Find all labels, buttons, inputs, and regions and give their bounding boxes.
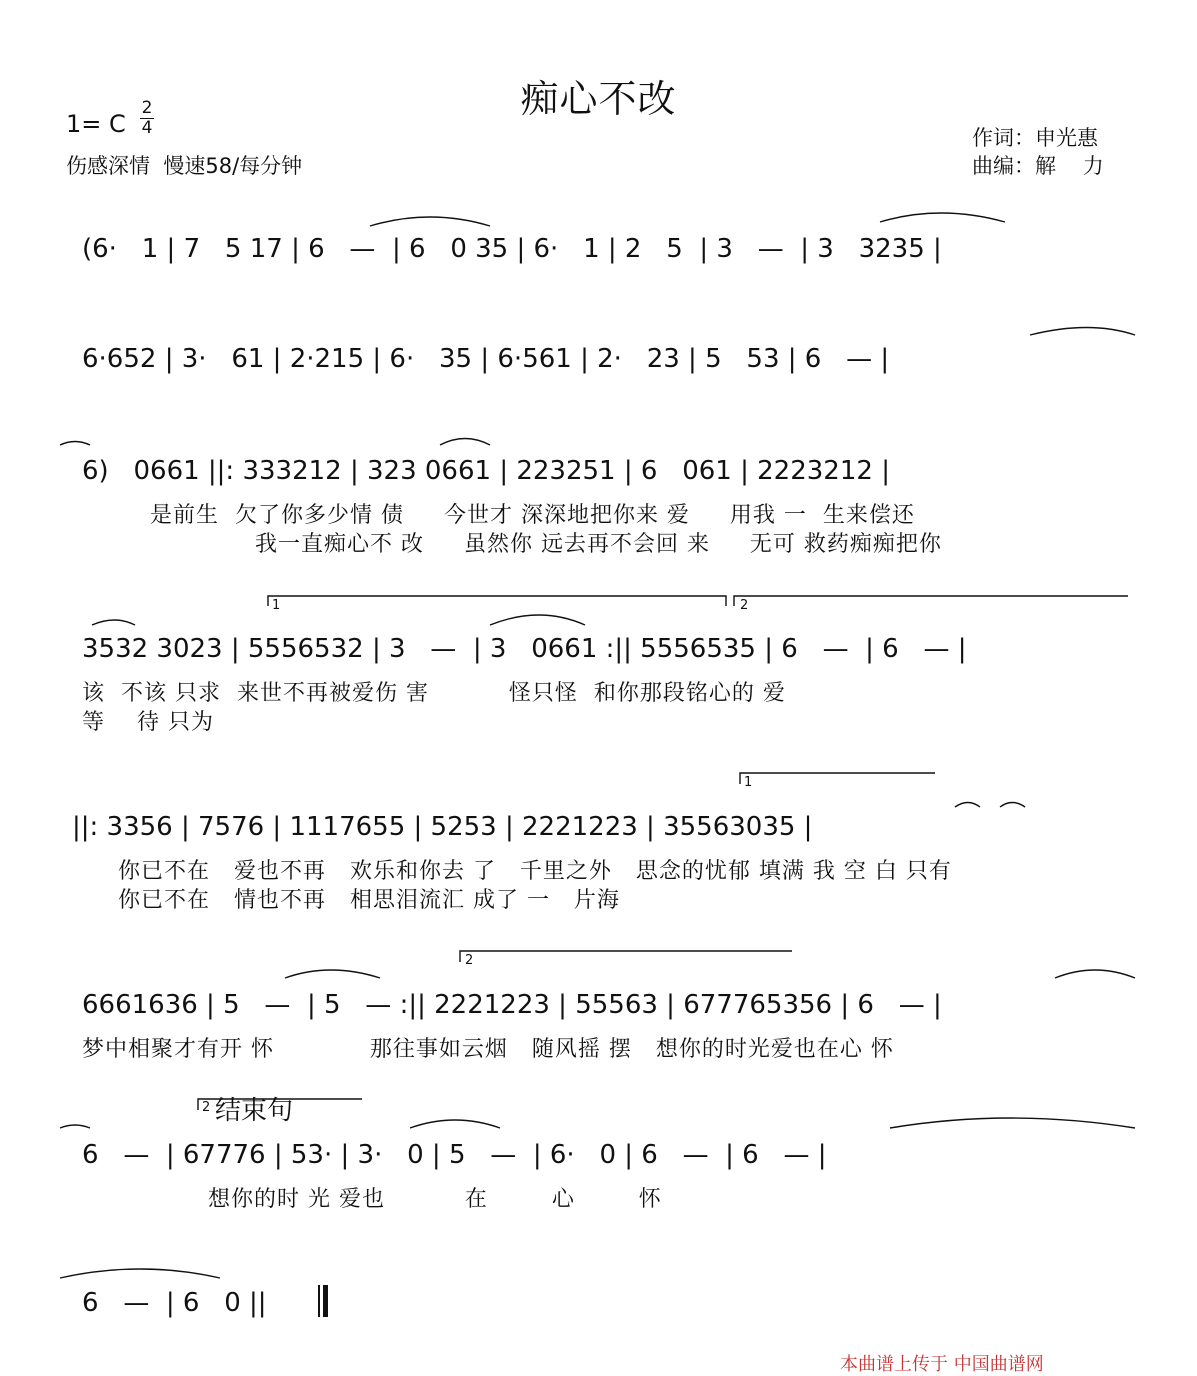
lyric-row-6-verse-1: 梦中相聚才有开 怀 那往事如云烟 随风摇 摆 想你的时光爱也在心 怀 (82, 1037, 894, 1062)
second-ending-label-2: 2 (465, 953, 474, 968)
notation-row-5: ||: 3356 | 7576 | 1117655 | 5253 | 2221223 | 35563035 | (72, 812, 813, 842)
volta-4 (460, 951, 792, 962)
lyric-row-7-verse-1: 想你的时 光 爱也 在 心 怀 (208, 1187, 662, 1212)
second-ending-label: 2 (740, 598, 749, 613)
notation-row-7: 6 — | 67776 | 53· | 3· 0 | 5 — | 6· 0 | 6 — | 6 — | (82, 1140, 827, 1170)
slur-2 (880, 213, 1005, 222)
time-signature (140, 100, 154, 137)
tempo-marking: 伤感深情 慢速58/每分钟 (66, 154, 303, 178)
key-signature: 1= C (66, 110, 126, 138)
lyric-row-5-verse-2: 你已不在 情也不再 相思泪流汇 成了 一 片海 (118, 888, 620, 913)
volta-2 (734, 596, 1128, 606)
slur-12 (890, 1118, 1135, 1128)
slur-10 (60, 1125, 90, 1128)
slur-9 (1055, 970, 1135, 978)
notation-row-6: 6661636 | 5 — | 5 — :|| 2221223 | 55563 | 677765356 | 6 — | (82, 990, 942, 1020)
volta-1 (268, 596, 726, 606)
notation-row-8: 6 — | 6 0 || (82, 1288, 267, 1318)
slur-5 (440, 439, 490, 446)
lyric-row-4-verse-2: 等 待 只为 (82, 710, 214, 735)
ending-phrase-label: 结束句 (215, 1096, 294, 1126)
final-barline-thin (318, 1285, 320, 1317)
composer-credit: 曲编：解 力 (972, 154, 1104, 178)
slur-1 (370, 217, 490, 226)
slur-6 (92, 620, 135, 625)
time-signature-top: 2 (141, 98, 153, 118)
slur-15 (1000, 803, 1025, 808)
slur-13 (60, 1269, 220, 1278)
notation-row-3: 6) 0661 ||: 333212 | 323 0661 | 223251 | 6 061 | 2223212 | (82, 456, 890, 486)
first-ending-label-2: 1 (744, 775, 753, 790)
slur-3 (1030, 328, 1135, 336)
volta-3 (740, 773, 935, 784)
lyric-row-3-verse-1: 是前生 欠了你多少情 债 今世才 深深地把你来 爱 用我 一 生来偿还 (150, 503, 915, 528)
time-signature-bottom: 4 (141, 118, 153, 138)
lyric-row-3-verse-2: 我一直痴心不 改 虽然你 远去再不会回 来 无可 救药痴痴把你 (255, 532, 942, 557)
slur-7 (490, 615, 585, 625)
slur-4 (60, 442, 90, 446)
final-barline-thick (323, 1285, 328, 1317)
watermark: 本曲谱上传于 中国曲谱网 (840, 1354, 1044, 1375)
score-title: 痴心不改 (520, 77, 677, 121)
notation-row-2: 6·652 | 3· 61 | 2·215 | 6· 35 | 6·561 | 2· 23 | 5 53 | 6 — | (82, 344, 890, 374)
slur-11 (410, 1120, 500, 1128)
notation-row-4: 3532 3023 | 5556532 | 3 — | 3 0661 :|| 5556535 | 6 — | 6 — | (82, 634, 967, 664)
second-ending-label-3: 2 (202, 1100, 211, 1115)
lyricist-credit: 作词：申光惠 (972, 126, 1098, 150)
slur-14 (955, 803, 980, 808)
slur-8 (285, 970, 380, 978)
first-ending-label: 1 (272, 598, 281, 613)
notation-row-1: (6· 1 | 7 5 17 | 6 — | 6 0 35 | 6· 1 | 2 5 | 3 — | 3 3235 | (82, 234, 942, 264)
lyric-row-4-verse-1: 该 不该 只求 来世不再被爱伤 害 怪只怪 和你那段铭心的 爱 (82, 681, 786, 706)
lyric-row-5-verse-1: 你已不在 爱也不再 欢乐和你去 了 千里之外 思念的忧郁 填满 我 空 白 只有 (118, 859, 952, 884)
